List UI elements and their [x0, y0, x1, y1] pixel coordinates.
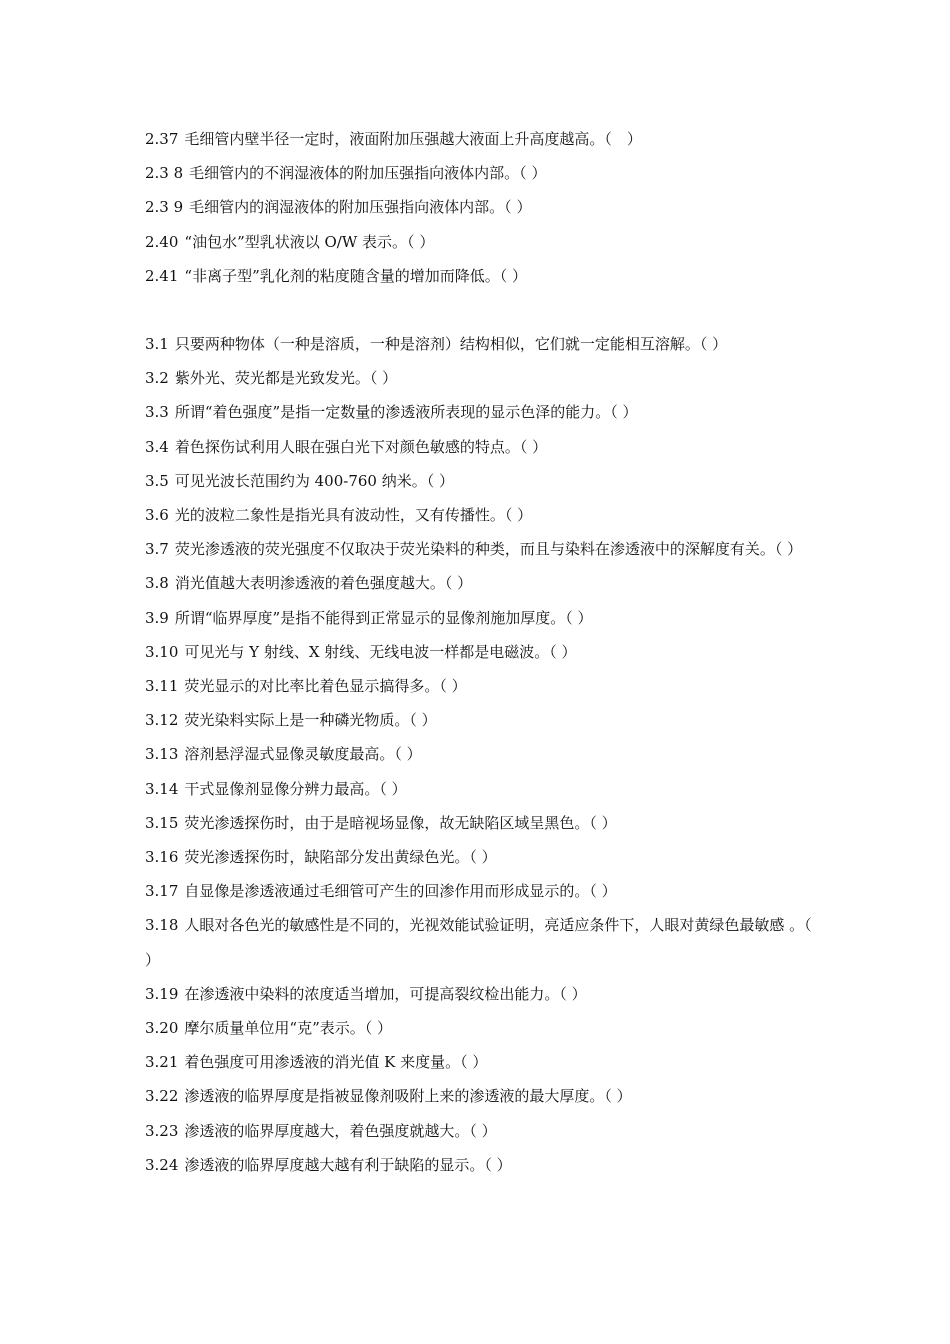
question-text: 毛细管内的不润湿液体的附加压强指向液体内部。（ ）: [189, 164, 547, 183]
question-text: 荧光渗透探伤时，由于是暗视场显像，故无缺陷区域呈黑色。（ ）: [184, 813, 617, 832]
question-number: 2.3 8: [145, 164, 184, 183]
question-number: 3.21: [145, 1053, 179, 1072]
question-number: 3.18: [145, 916, 179, 935]
question-text: 渗透液的临界厚度越大越有利于缺陷的显示。（ ）: [184, 1155, 512, 1174]
question-text: “非离子型”乳化剂的粘度随含量的增加而降低。（ ）: [184, 266, 528, 285]
question-number: 3.11: [145, 677, 179, 696]
question-text: 渗透液的临界厚度越大，着色强度就越大。（ ）: [184, 1121, 497, 1140]
question-number: 3.22: [145, 1087, 179, 1106]
question-text: 在渗透液中染料的浓度适当增加，可提高裂纹检出能力。（ ）: [184, 984, 587, 1003]
question-item: [145, 737, 815, 771]
question-item: [145, 566, 815, 600]
question-item: [145, 464, 815, 498]
question-text: 溶剂悬浮湿式显像灵敏度最高。（ ）: [184, 745, 422, 764]
question-item: [145, 430, 815, 464]
question-item: [145, 122, 815, 156]
question-number: 3.24: [145, 1155, 179, 1174]
question-item: [145, 259, 815, 293]
question-text: 毛细管内壁半径一定时，液面附加压强越大液面上升高度越高。（ ）: [184, 130, 642, 148]
question-item: [145, 361, 815, 395]
question-item: [145, 190, 815, 224]
question-number: 3.2: [145, 369, 169, 388]
question-number: 3.23: [145, 1121, 179, 1140]
question-text: 只要两种物体（一种是溶质，一种是溶剂）结构相似，它们就一定能相互溶解。（ ）: [174, 335, 728, 353]
question-item: [145, 498, 815, 532]
question-item: [145, 1011, 815, 1045]
question-text: 消光值越大表明渗透液的着色强度越大。（ ）: [174, 574, 473, 593]
question-number: 3.15: [145, 813, 179, 832]
question-number: 3.9: [145, 608, 169, 627]
question-number: 3.7: [145, 540, 169, 559]
question-item: [145, 977, 815, 1011]
question-number: 3.10: [145, 642, 179, 661]
question-item: [145, 840, 815, 874]
question-number: 3.17: [145, 882, 179, 901]
question-item: [145, 156, 815, 190]
question-item: [145, 908, 815, 976]
question-text: 可见光与 Y 射线、X 射线、无线电波一样都是电磁波。（ ）: [184, 642, 577, 661]
question-number: 3.12: [145, 711, 179, 730]
question-number: 3.16: [145, 848, 179, 867]
question-number: 3.14: [145, 779, 179, 798]
question-number: 2.40: [145, 232, 179, 251]
question-item: [145, 772, 815, 806]
question-number: 3.13: [145, 745, 179, 764]
question-item: [145, 1079, 815, 1113]
question-item: [145, 395, 815, 429]
question-item: [145, 225, 815, 259]
question-text: 荧光渗透探伤时，缺陷部分发出黄绿色光。（ ）: [184, 848, 497, 867]
question-text: 着色强度可用渗透液的消光值 K 来度量。（ ）: [184, 1053, 488, 1072]
question-item: [145, 874, 815, 908]
question-item: [145, 1045, 815, 1079]
question-number: 2.3 9: [145, 198, 184, 217]
question-item: [145, 601, 815, 635]
question-text: 光的波粒二象性是指光具有波动性，又有传播性。（ ）: [174, 506, 533, 525]
question-text: 荧光渗透液的荧光强度不仅取决于荧光染料的种类，而且与染料在渗透液中的深解度有关。（ ）: [174, 540, 803, 559]
question-text: 毛细管内的润湿液体的附加压强指向液体内部。（ ）: [189, 198, 532, 217]
question-section-2: [145, 122, 815, 293]
question-item: [145, 327, 815, 361]
question-text: 可见光波长范围约为 400-760 纳米。（ ）: [174, 471, 454, 490]
question-text: 所谓“着色强度”是指一定数量的渗透液所表现的显示色泽的能力。（ ）: [174, 403, 638, 422]
question-item: [145, 703, 815, 737]
question-text: 紫外光、荧光都是光致发光。（ ）: [174, 369, 398, 388]
question-text: 所谓“临界厚度”是指不能得到正常显示的显像剂施加厚度。（ ）: [174, 608, 593, 627]
question-text: 着色探伤试利用人眼在强白光下对颜色敏感的特点。（ ）: [174, 437, 548, 456]
question-item: [145, 669, 815, 703]
question-number: 3.8: [145, 574, 169, 593]
question-number: 3.3: [145, 403, 169, 422]
question-item: [145, 1148, 815, 1182]
question-number: 2.37: [145, 130, 179, 148]
question-number: 3.1: [145, 335, 169, 353]
question-number: 2.41: [145, 266, 179, 285]
question-text: 荧光染料实际上是一种磷光物质。（ ）: [184, 711, 437, 730]
question-number: 3.5: [145, 471, 169, 490]
question-item: [145, 1114, 815, 1148]
question-text: 渗透液的临界厚度是指被显像剂吸附上来的渗透液的最大厚度。（ ）: [184, 1087, 632, 1106]
question-number: 3.19: [145, 984, 179, 1003]
question-number: 3.20: [145, 1019, 179, 1038]
question-item: [145, 532, 815, 566]
question-section-3: [145, 327, 815, 1182]
question-number: 3.4: [145, 437, 169, 456]
question-text: 自显像是渗透液通过毛细管可产生的回渗作用而形成显示的。（ ）: [184, 882, 617, 901]
question-text: “油包水”型乳状液以 O/W 表示。（ ）: [184, 232, 435, 251]
question-text: 摩尔质量单位用“克”表示。（ ）: [184, 1019, 393, 1038]
question-item: [145, 635, 815, 669]
question-text: 人眼对各色光的敏感性是不同的，光视效能试验证明，亮适应条件下，人眼对黄绿色最敏感 。（ ）: [145, 916, 812, 969]
question-text: 干式显像剂显像分辨力最高。（ ）: [184, 779, 407, 798]
question-item: [145, 806, 815, 840]
question-number: 3.6: [145, 506, 169, 525]
question-text: 荧光显示的对比率比着色显示搞得多。（ ）: [184, 677, 467, 696]
